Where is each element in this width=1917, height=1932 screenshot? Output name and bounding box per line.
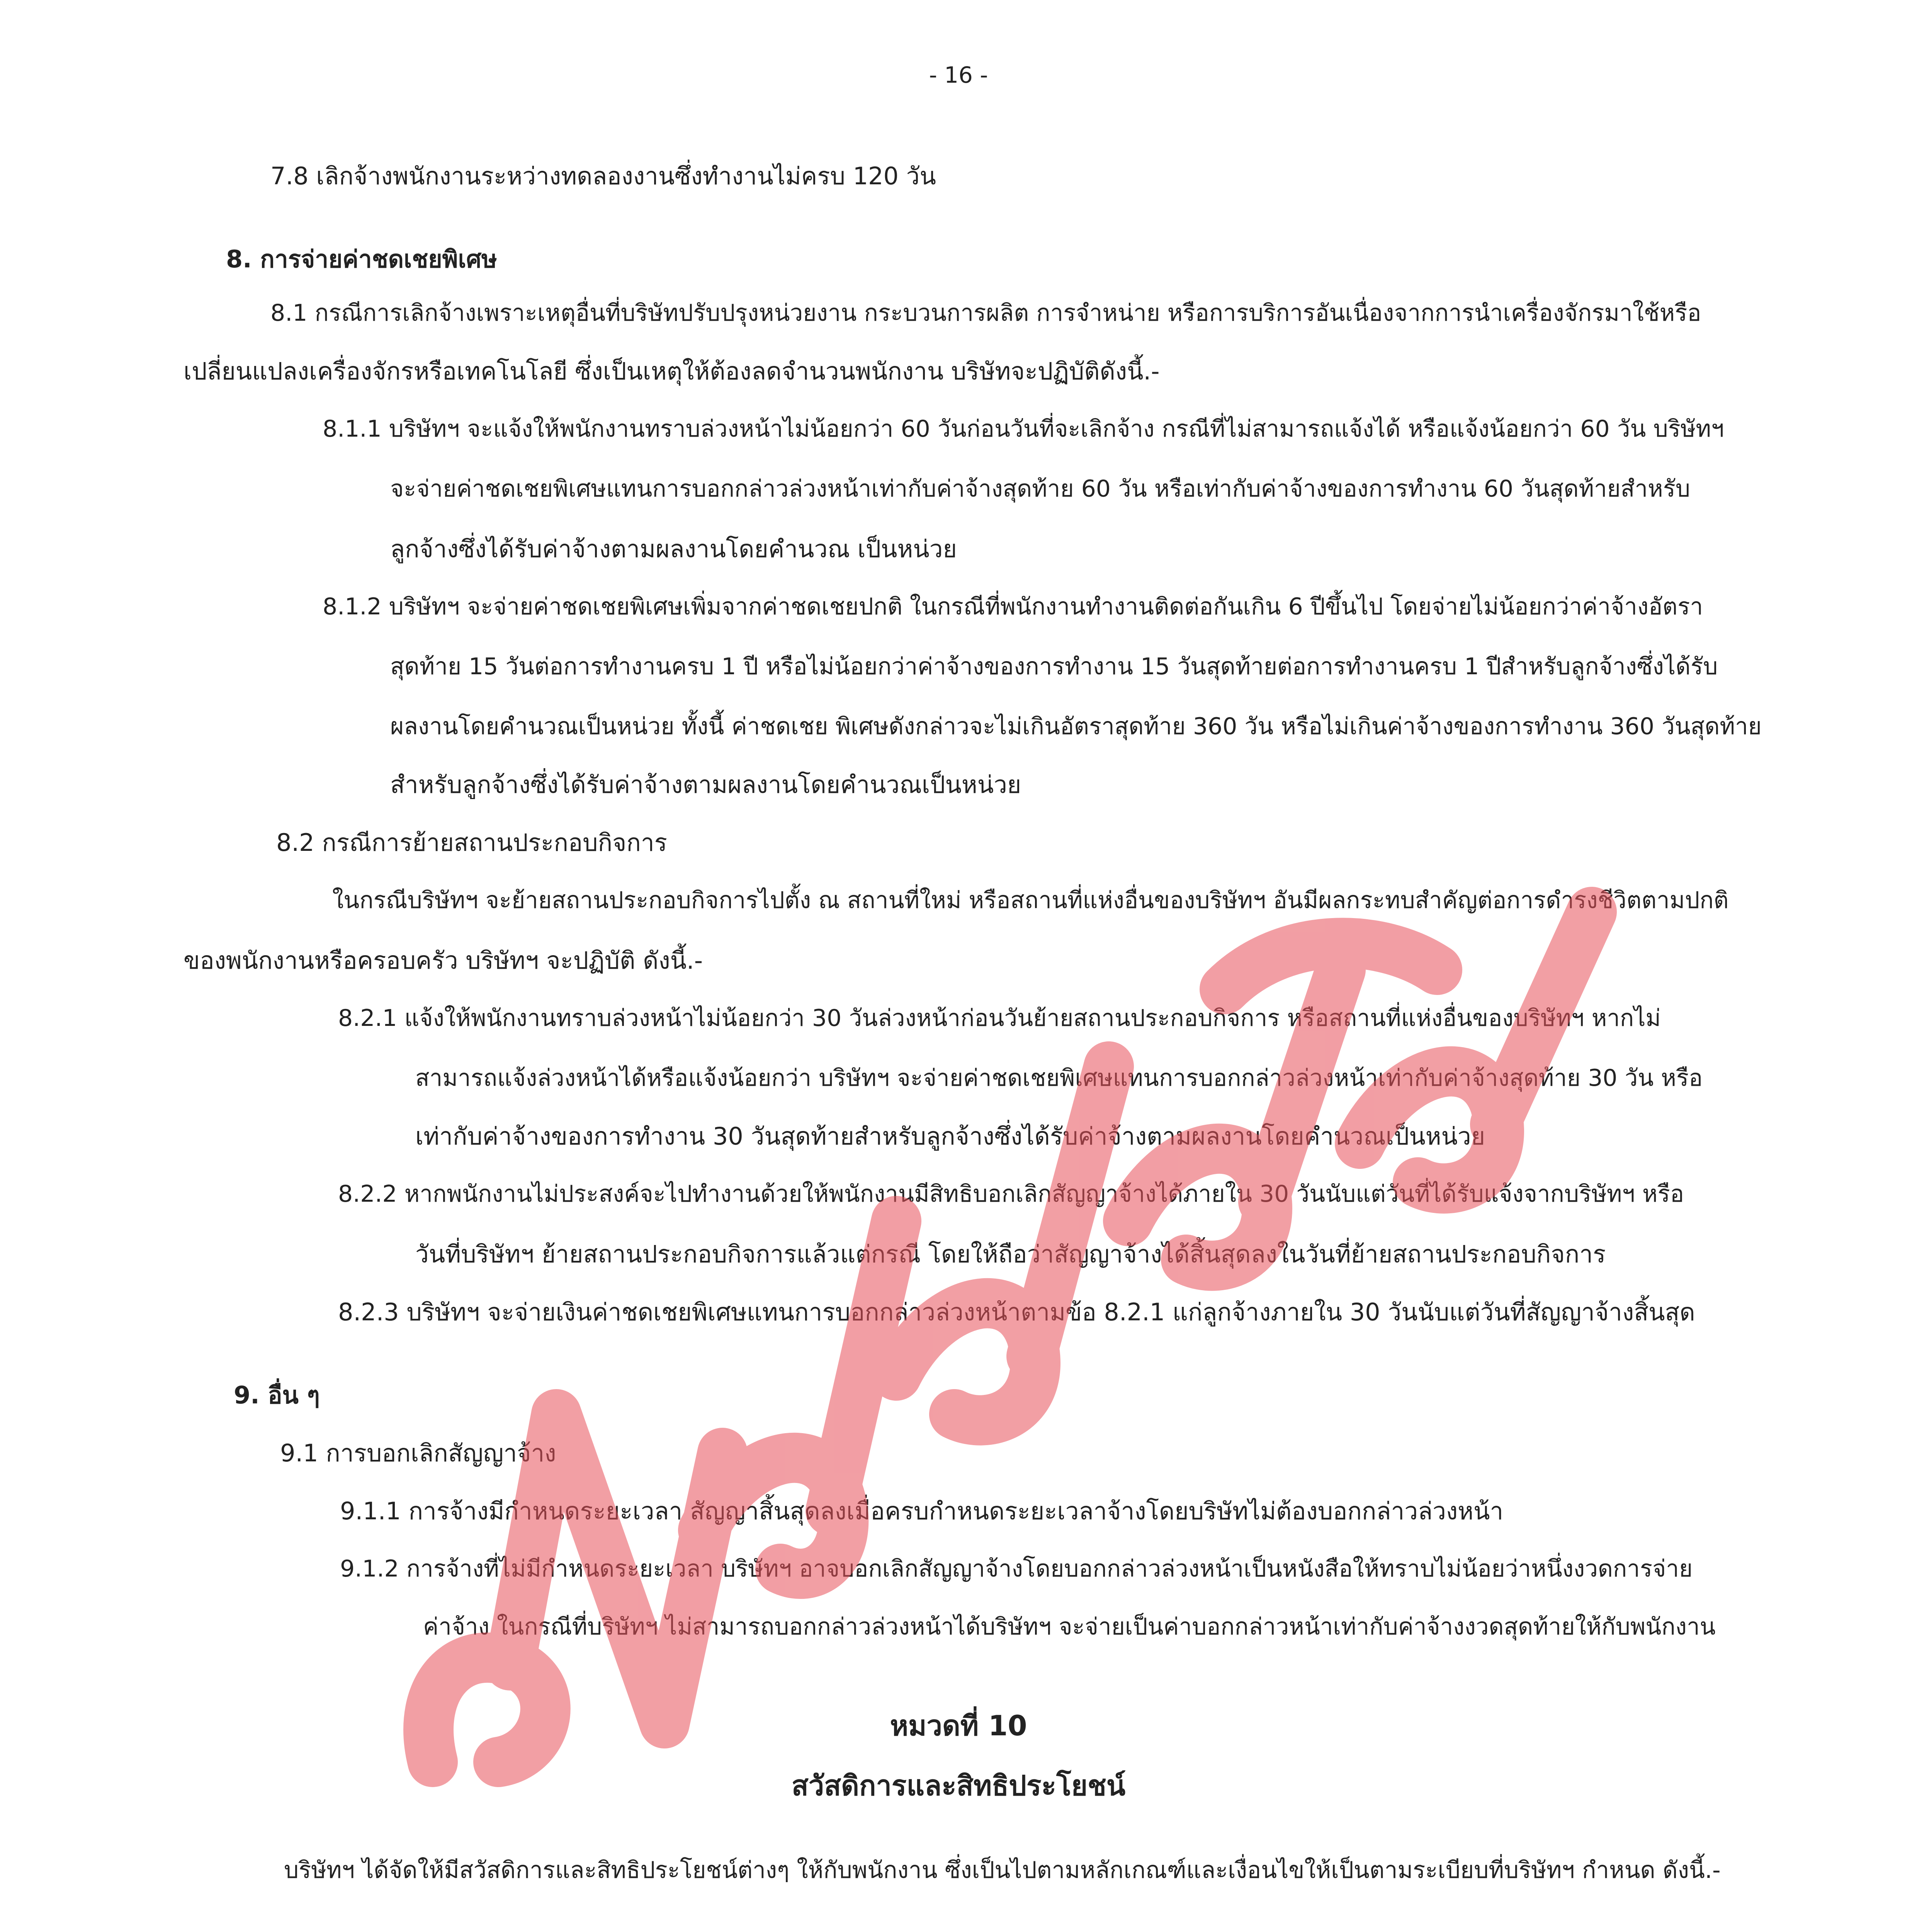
text-line: ลูกจ้างซึ่งได้รับค่าจ้างตามผลงานโดยคำนวณ เป็นหน่วย <box>390 535 957 563</box>
section-heading: 9. อื่น ๆ <box>234 1381 320 1409</box>
subsection-heading: 9.1 การบอกเลิกสัญญาจ้าง <box>280 1439 556 1467</box>
text-line: สุดท้าย 15 วันต่อการทำงานครบ 1 ปี หรือไม่น้อยกว่าค่าจ้างของการทำงาน 15 วันสุดท้ายต่อการทำงานครบ 1 ปีสำหรับลูกจ้างซึ่งได้รับ <box>390 653 1718 680</box>
text-line: 8.2.3 บริษัทฯ จะจ่ายเงินค่าชดเชยพิเศษแทนการบอกกล่าวล่วงหน้าตามข้อ 8.2.1 แก่ลูกจ้างภายใน 30 วันนับแต่วันที่สัญญาจ้างสิ้นสุด <box>338 1298 1695 1326</box>
text-line: สำหรับลูกจ้างซึ่งได้รับค่าจ้างตามผลงานโดยคำนวณเป็นหน่วย <box>390 770 1021 799</box>
text-line: 8.2.1 แจ้งให้พนักงานทราบล่วงหน้าไม่น้อยกว่า 30 วันล่วงหน้าก่อนวันย้ายสถานประกอบกิจการ หรือสถานที่แห่งอื่นของบริษัทฯ หากไม่ <box>338 1005 1661 1032</box>
text-line: 9.1.2 การจ้างที่ไม่มีกำหนดระยะเวลา บริษัทฯ อาจบอกเลิกสัญญาจ้างโดยบอกกล่าวล่วงหน้าเป็นหนังสือให้ทราบไม่น้อยว่าหนึ่งงวดการจ่าย <box>340 1555 1693 1582</box>
text-line: 9.1.1 การจ้างมีกำหนดระยะเวลา สัญญาสิ้นสุดลงเมื่อครบกำหนดระยะเวลาจ้างโดยบริษัทไม่ต้องบอกกล่าวล่วงหน้า <box>340 1497 1504 1525</box>
text-line: ผลงานโดยคำนวณเป็นหน่วย ทั้งนี้ ค่าชดเชย พิเศษดังกล่าวจะไม่เกินอัตราสุดท้าย 360 วัน หรือไม่เกินค่าจ้างของการทำงาน 360 วันสุดท้าย <box>390 713 1762 740</box>
text-line: ของพนักงานหรือครอบครัว บริษัทฯ จะปฏิบัติ ดังนี้.- <box>184 946 703 975</box>
page-number: - 16 - <box>929 62 988 88</box>
text-line: 8.2.2 หากพนักงานไม่ประสงค์จะไปทำงานด้วยให้พนักงานมีสิทธิบอกเลิกสัญญาจ้างได้ภายใน 30 วันนับแต่วันที่ได้รับแจ้งจากบริษัทฯ หรือ <box>338 1180 1684 1208</box>
text-line: 8.1.1 บริษัทฯ จะแจ้งให้พนักงานทราบล่วงหน้าไม่น้อยกว่า 60 วันก่อนวันที่จะเลิกจ้าง กรณีที่ไม่สามารถแจ้งได้ หรือแจ้งน้อยกว่า 60 วัน บริษัทฯ <box>323 415 1724 442</box>
text-line: 7.8 เลิกจ้างพนักงานระหว่างทดลองงานซึ่งทำงานไม่ครบ 120 วัน <box>270 162 936 190</box>
text-line: เปลี่ยนแปลงเครื่องจักรหรือเทคโนโลยี ซึ่งเป็นเหตุให้ต้องลดจำนวนพนักงาน บริษัทจะปฏิบัติดังนี้.- <box>184 357 1160 385</box>
chapter-title: สวัสดิการและสิทธิประโยชน์ <box>791 1769 1126 1802</box>
text-line: ในกรณีบริษัทฯ จะย้ายสถานประกอบกิจการไปตั้ง ณ สถานที่ใหม่ หรือสถานที่แห่งอื่นของบริษัทฯ อันมีผลกระทบสำคัญต่อการดำรงชีวิตตามปกติ <box>332 887 1729 914</box>
text-line: จะจ่ายค่าชดเชยพิเศษแทนการบอกกล่าวล่วงหน้าเท่ากับค่าจ้างสุดท้าย 60 วัน หรือเท่ากับค่าจ้างของการทำงาน 60 วันสุดท้ายสำหรับ <box>390 475 1690 502</box>
subsection-heading: 8.2 กรณีการย้ายสถานประกอบกิจการ <box>276 828 667 857</box>
section-heading: 8. การจ่ายค่าชดเชยพิเศษ <box>226 245 497 273</box>
text-line: 8.1 กรณีการเลิกจ้างเพราะเหตุอื่นที่บริษัทปรับปรุงหน่วยงาน กระบวนการผลิต การจำหน่าย หรือการบริการอันเนื่องจากการนำเครื่องจักรมาใช้หรือ <box>270 299 1701 327</box>
chapter-heading: หมวดที่ 10 <box>890 1709 1027 1742</box>
text-line: วันที่บริษัทฯ ย้ายสถานประกอบกิจการแล้วแต่กรณี โดยให้ถือว่าสัญญาจ้างได้สิ้นสุดลงในวันที่ย้ายสถานประกอบกิจการ <box>415 1240 1606 1268</box>
text-line: บริษัทฯ ได้จัดให้มีสวัสดิการและสิทธิประโยชน์ต่างๆ ให้กับพนักงาน ซึ่งเป็นไปตามหลักเกณฑ์และเงื่อนไขให้เป็นตามระเบียบที่บริษัทฯ กำหนด ดังนี้.- <box>284 1857 1721 1884</box>
text-line: สามารถแจ้งล่วงหน้าได้หรือแจ้งน้อยกว่า บริษัทฯ จะจ่ายค่าชดเชยพิเศษแทนการบอกกล่าวล่วงหน้าเท่ากับค่าจ้างสุดท้าย 30 วัน หรือ <box>415 1065 1703 1092</box>
text-line: เท่ากับค่าจ้างของการทำงาน 30 วันสุดท้ายสำหรับลูกจ้างซึ่งได้รับค่าจ้างตามผลงานโดยคำนวณเป็นหน่วย <box>415 1122 1485 1150</box>
text-line: ค่าจ้าง ในกรณีที่บริษัทฯ ไม่สามารถบอกกล่าวล่วงหน้าได้บริษัทฯ จะจ่ายเป็นค่าบอกกล่าวหน้าเท่ากับค่าจ้างงวดสุดท้ายให้กับพนักงาน <box>423 1613 1716 1640</box>
text-line: 8.1.2 บริษัทฯ จะจ่ายค่าชดเชยพิเศษเพิ่มจากค่าชดเชยปกติ ในกรณีที่พนักงานทำงานติดต่อกันเกิน 6 ปีขึ้นไป โดยจ่ายไม่น้อยกว่าค่าจ้างอัตรา <box>323 593 1703 620</box>
